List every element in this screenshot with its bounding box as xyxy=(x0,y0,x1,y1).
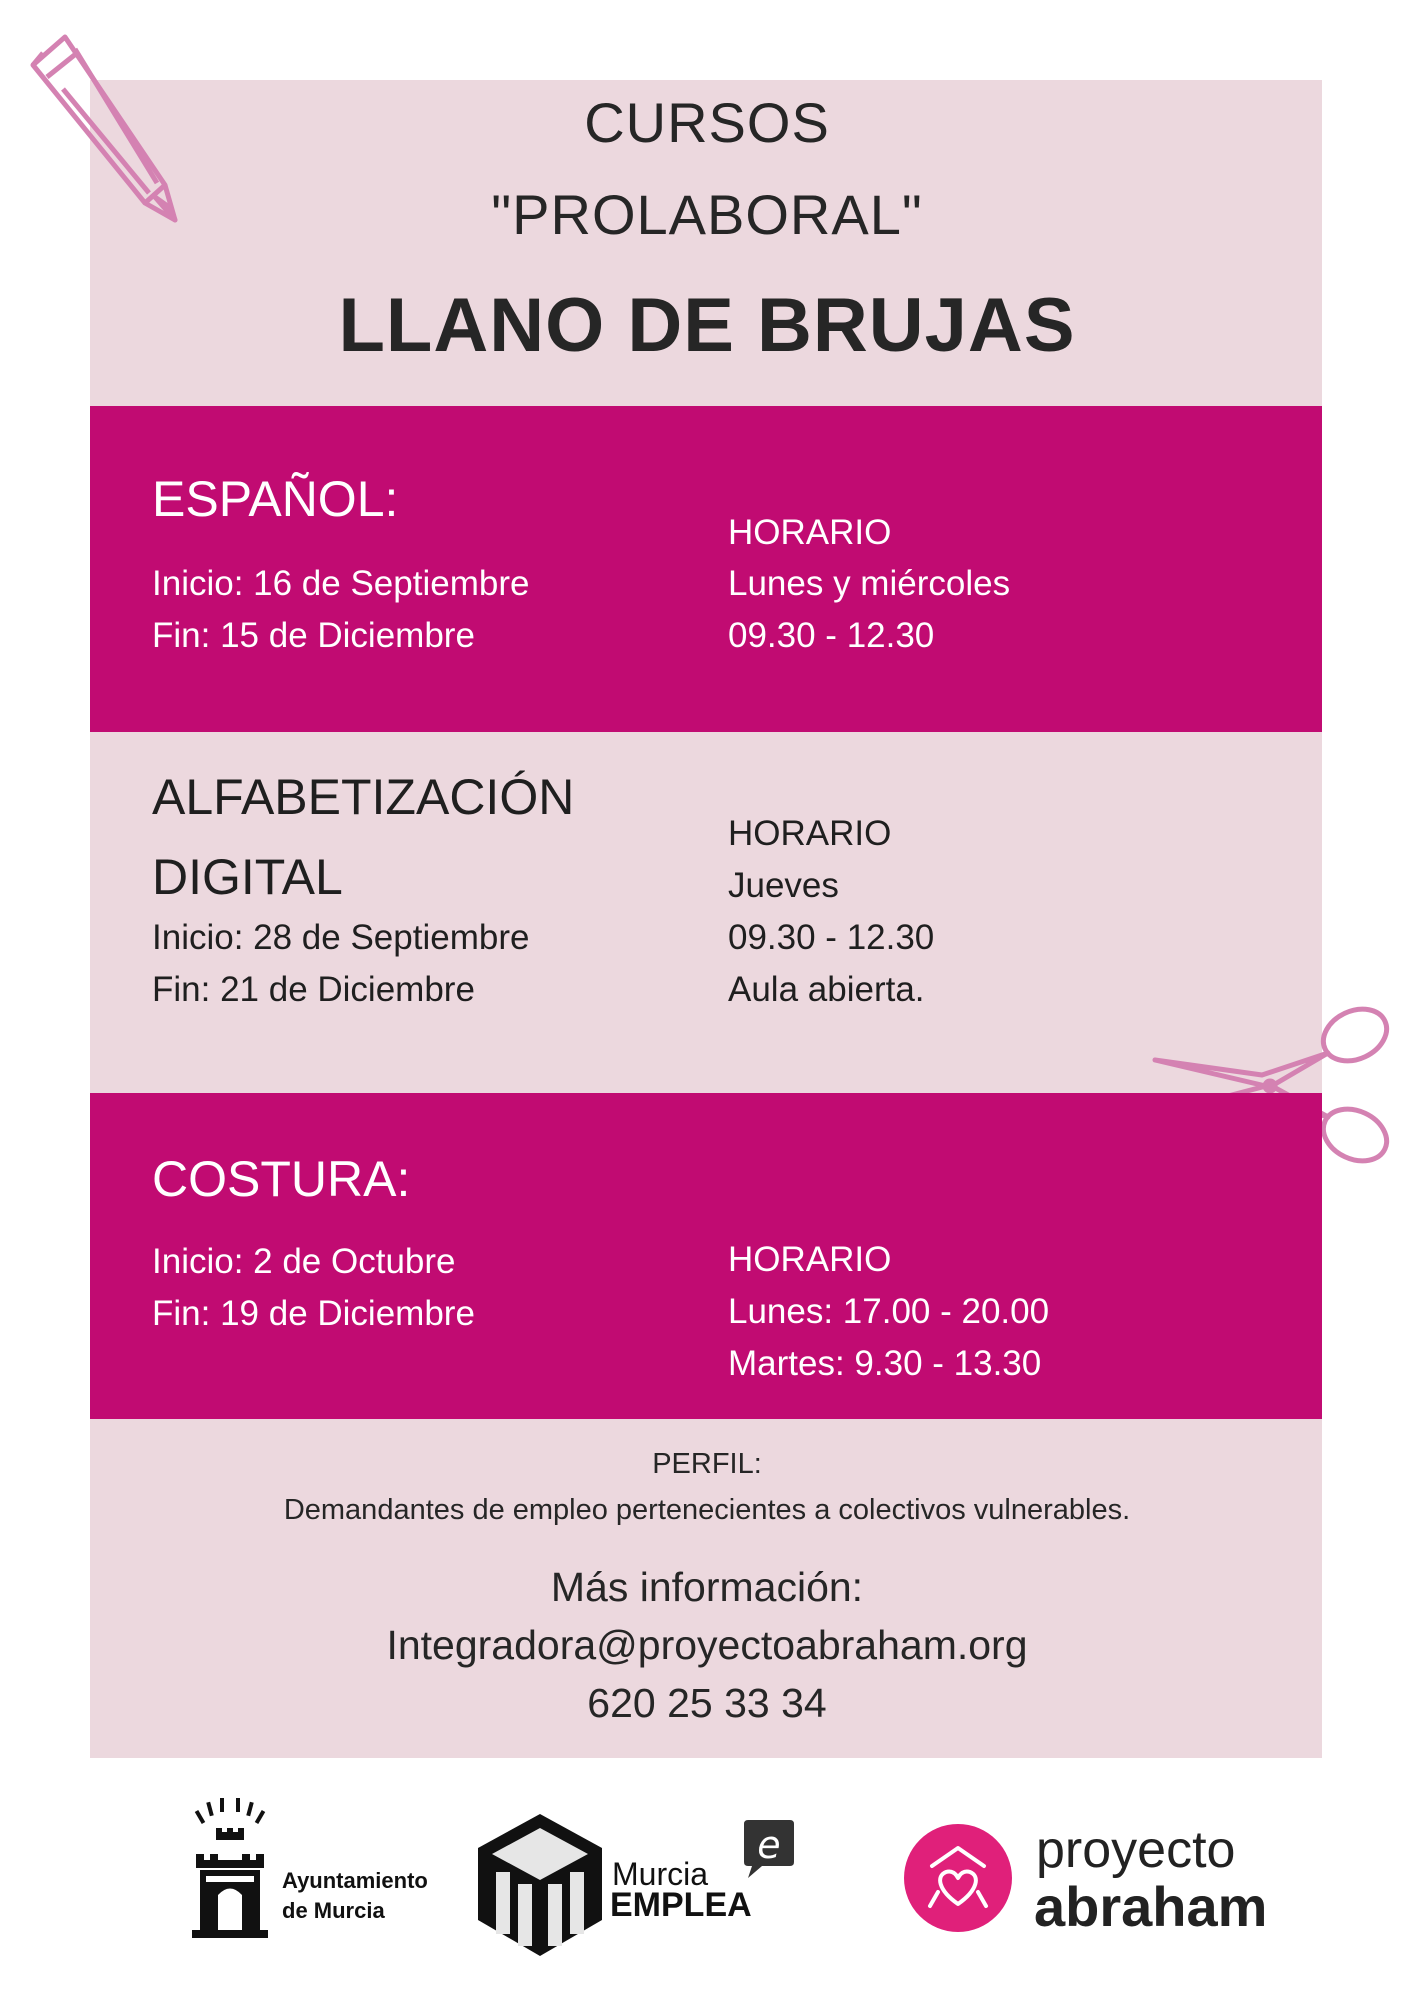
title-line-llano-de-brujas: LLANO DE BRUJAS xyxy=(338,283,1076,368)
murcia-emplea-line1: Murcia xyxy=(612,1856,709,1892)
course-end-espanol: Fin: 15 de Diciembre xyxy=(152,616,475,655)
ayuntamiento-line2: de Murcia xyxy=(282,1898,385,1923)
murcia-emplea-logo-icon xyxy=(470,1810,610,1960)
svg-text:e: e xyxy=(757,1823,781,1867)
schedule-label-espanol: HORARIO xyxy=(728,513,892,552)
course-name-alfabetizacion-line1: ALFABETIZACIÓN xyxy=(152,769,575,825)
title-line-prolaboral: "PROLABORAL" xyxy=(491,183,923,246)
proyecto-abraham-line1: proyecto xyxy=(1036,1821,1236,1879)
emplea-e-badge-icon xyxy=(740,1818,798,1880)
course-name-alfabetizacion-line2: DIGITAL xyxy=(152,849,343,905)
murcia-emplea-line2: EMPLEA xyxy=(610,1886,752,1924)
schedule-label-alfabetizacion: HORARIO xyxy=(728,814,892,853)
contact-email[interactable]: Integradora@proyectoabraham.org xyxy=(386,1622,1028,1668)
schedule-note-alfabetizacion: Aula abierta. xyxy=(728,970,925,1009)
schedule-time-espanol: 09.30 - 12.30 xyxy=(728,616,935,655)
schedule-days-espanol: Lunes y miércoles xyxy=(728,564,1011,603)
proyecto-abraham-line2: abraham xyxy=(1034,1875,1268,1938)
schedule-tuesday-costura: Martes: 9.30 - 13.30 xyxy=(728,1344,1042,1383)
town-hall-icon xyxy=(190,1790,270,1945)
profile-label: PERFIL: xyxy=(652,1448,762,1480)
course-name-costura: COSTURA: xyxy=(152,1151,411,1207)
contact-phone[interactable]: 620 25 33 34 xyxy=(587,1680,827,1726)
schedule-label-costura: HORARIO xyxy=(728,1240,892,1279)
ayuntamiento-line1: Ayuntamiento xyxy=(282,1868,428,1893)
course-start-alfabetizacion: Inicio: 28 de Septiembre xyxy=(152,918,530,957)
proyecto-abraham-logo-icon xyxy=(902,1822,1014,1934)
course-start-espanol: Inicio: 16 de Septiembre xyxy=(152,564,530,603)
info-label: Más información: xyxy=(550,1564,864,1610)
course-start-costura: Inicio: 2 de Octubre xyxy=(152,1242,456,1281)
course-end-alfabetizacion: Fin: 21 de Diciembre xyxy=(152,970,475,1009)
course-name-espanol: ESPAÑOL: xyxy=(152,471,399,527)
schedule-time-alfabetizacion: 09.30 - 12.30 xyxy=(728,918,935,957)
course-end-costura: Fin: 19 de Diciembre xyxy=(152,1294,475,1333)
schedule-days-alfabetizacion: Jueves xyxy=(728,866,839,905)
profile-text: Demandantes de empleo pertenecientes a colectivos vulnerables. xyxy=(283,1494,1131,1526)
schedule-monday-costura: Lunes: 17.00 - 20.00 xyxy=(728,1292,1050,1331)
title-line-cursos: CURSOS xyxy=(584,91,830,154)
